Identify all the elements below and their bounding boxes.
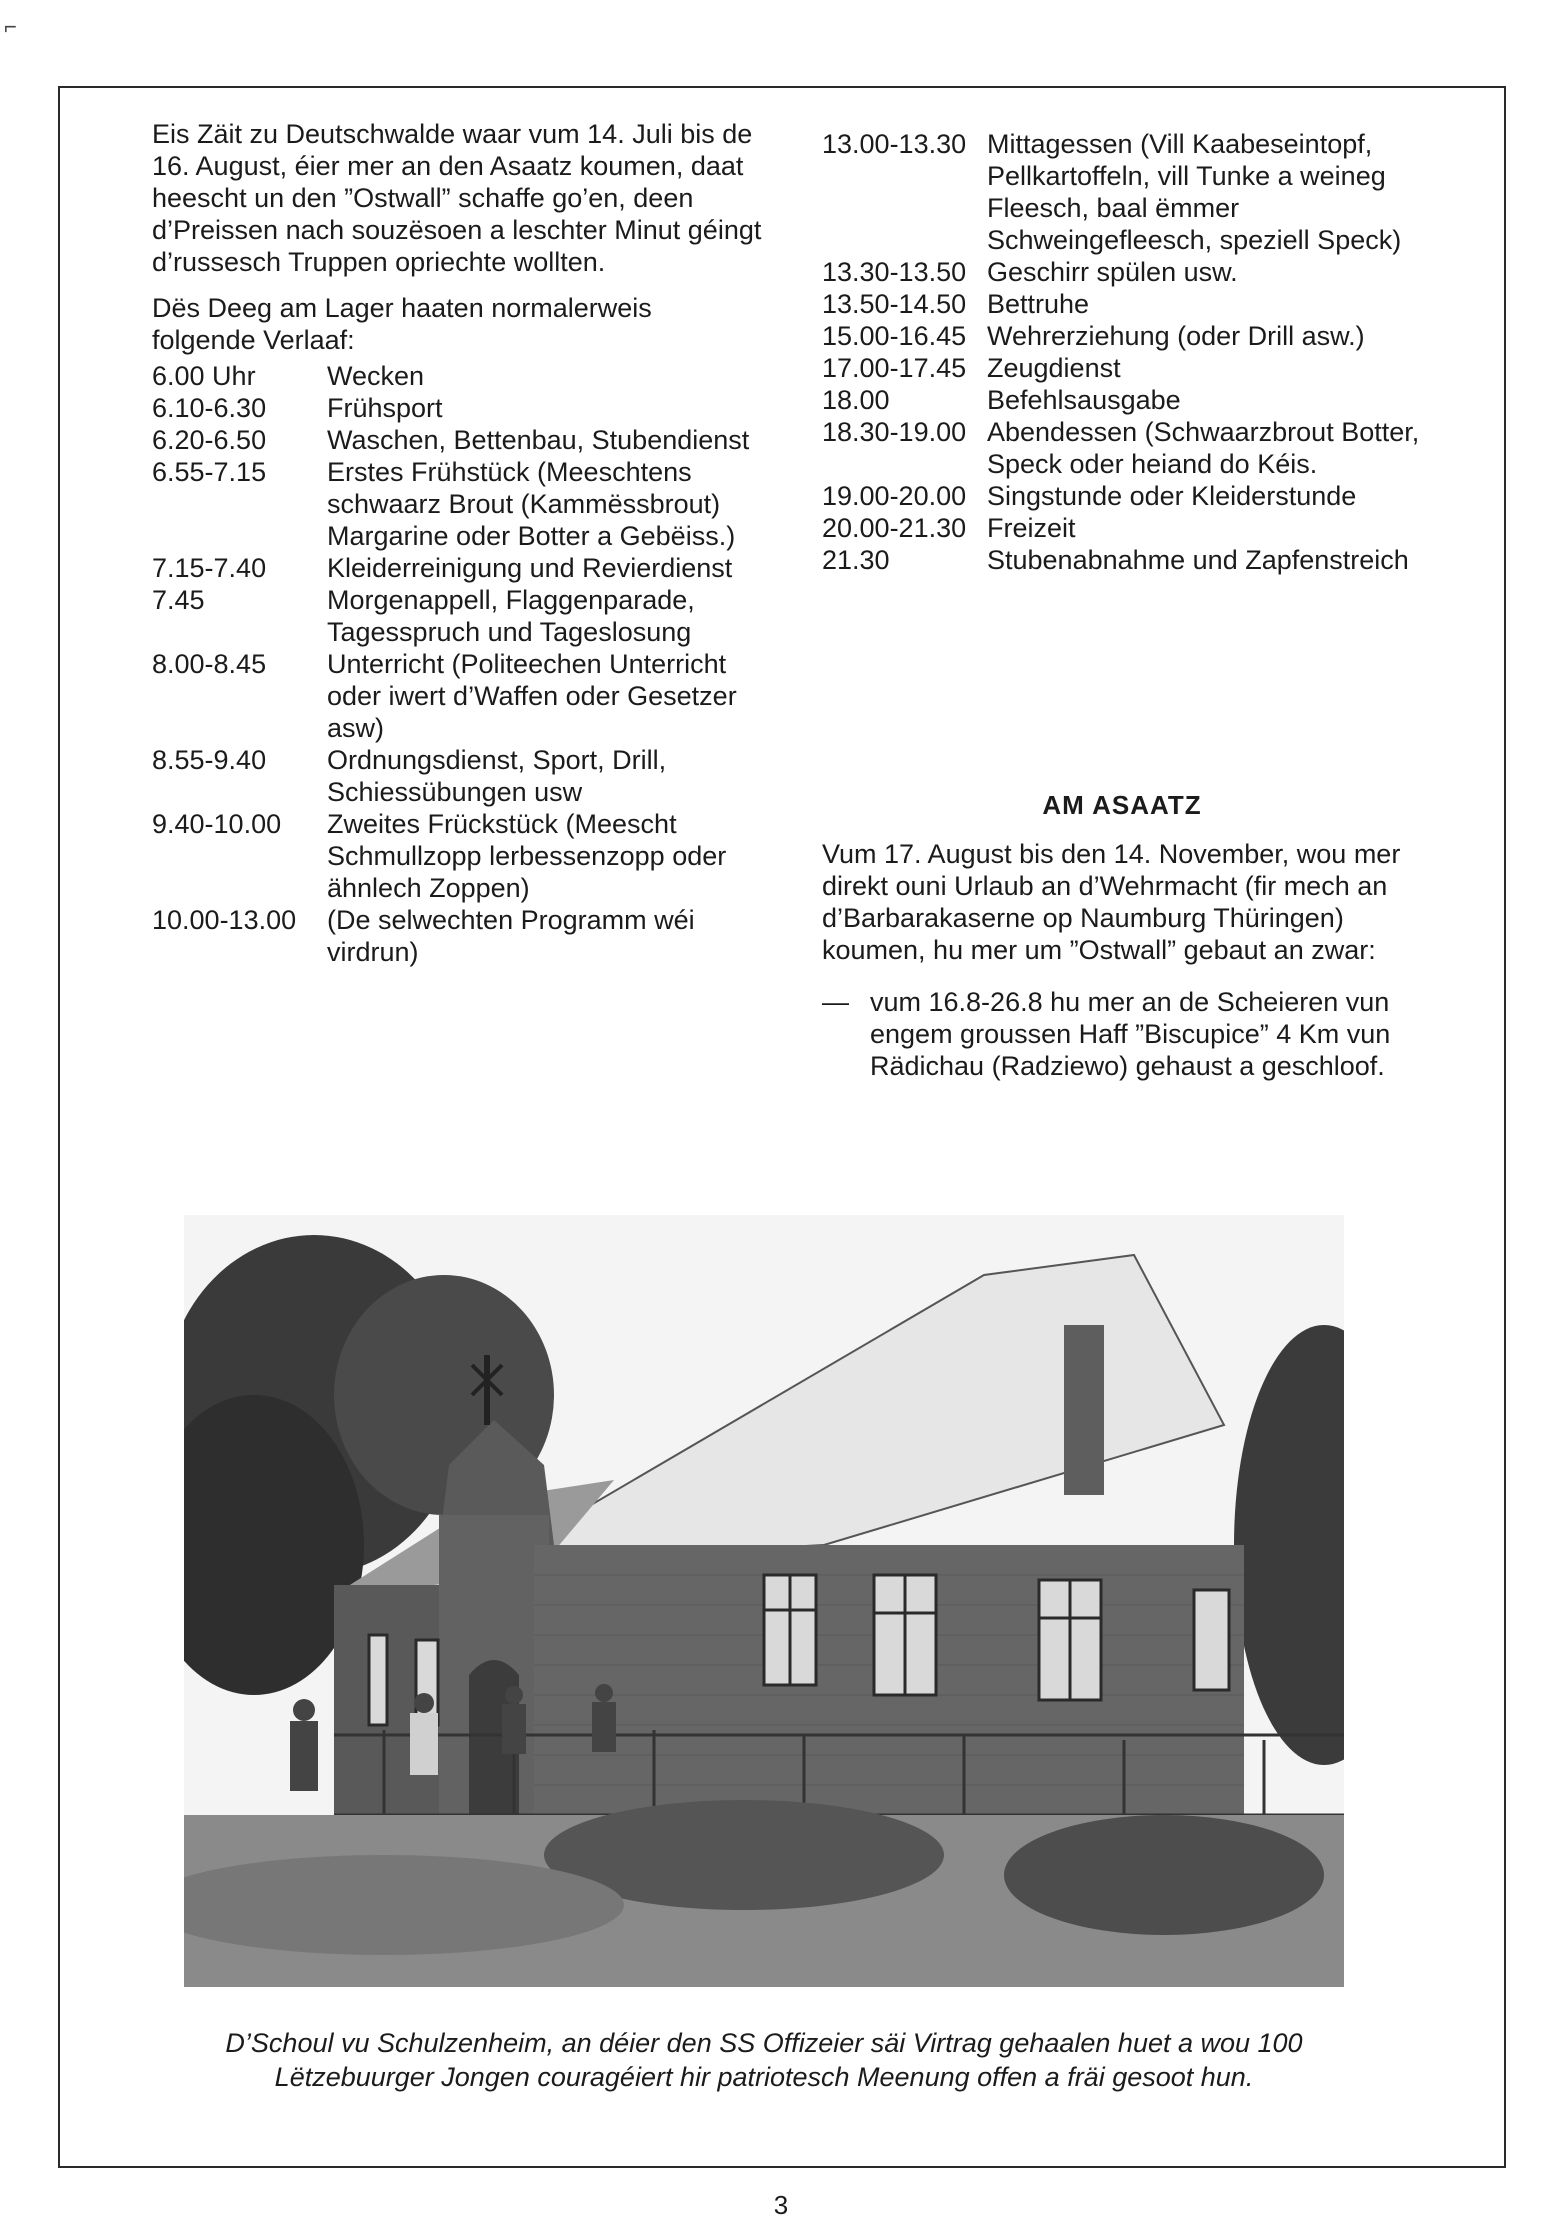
schedule-row	[822, 544, 1422, 576]
schedule-time: 6.00 Uhr	[152, 361, 256, 391]
schedule-time: 20.00-21.30	[822, 513, 967, 543]
section-body	[822, 838, 1422, 1082]
right-column	[822, 128, 1422, 576]
schedule-row	[822, 288, 1422, 320]
schedule-time: 18.00	[822, 385, 890, 415]
schedule-time: 15.00-16.45	[822, 321, 967, 351]
schedule-lead: Dës Deeg am Lager haaten normalerweis folgende Verlaaf:	[152, 293, 652, 355]
schedule-row	[822, 512, 1422, 544]
schedule-activity: Singstunde oder Kleiderstunde	[987, 481, 1357, 511]
schedule-activity: Wehrerziehung (oder Drill asw.)	[987, 321, 1365, 351]
section-heading: AM ASAATZ	[1042, 790, 1202, 820]
schedule-list-left	[152, 360, 762, 968]
schedule-list-right	[822, 128, 1422, 576]
schedule-time: 19.00-20.00	[822, 481, 967, 511]
schedule-row	[152, 584, 762, 648]
schedule-time: 7.45	[152, 585, 205, 615]
schoolhouse-photo	[184, 1215, 1344, 1987]
schedule-row	[822, 256, 1422, 288]
schedule-activity: Zeugdienst	[987, 353, 1121, 383]
schedule-row	[822, 384, 1422, 416]
schedule-row	[822, 416, 1422, 480]
schedule-activity: Waschen, Bettenbau, Stubendienst	[327, 425, 750, 455]
schedule-activity: (De selwechten Programm wéi virdrun)	[327, 905, 695, 967]
corner-mark: ⌐	[4, 14, 17, 39]
schedule-row	[822, 352, 1422, 384]
photo-caption: D’Schoul vu Schulzenheim, an déier den SS Offizeier säi Virtrag gehaalen huet a wou 100 Lëtzebuurger Jongen couragéiert hir patriotesch Meenung offen a fräi gesoot hun.	[225, 2028, 1303, 2092]
schedule-row	[822, 480, 1422, 512]
schedule-row	[152, 456, 762, 552]
schedule-activity: Abendessen (Schwaarzbrout Botter, Speck oder heiand do Kéis.	[987, 417, 1420, 479]
schoolhouse-photo-graphic	[184, 1215, 1344, 1987]
schedule-activity: Mittagessen (Vill Kaabeseintopf, Pellkartoffeln, vill Tunke a weineg Fleesch, baal ëmmer Schweingefleesch, speziell Speck)	[987, 129, 1402, 255]
schedule-time: 8.55-9.40	[152, 745, 267, 775]
schedule-time: 13.50-14.50	[822, 289, 967, 319]
schedule-time: 8.00-8.45	[152, 649, 267, 679]
schedule-activity: Unterricht (Politeechen Unterricht oder iwert d’Waffen oder Gesetzer asw)	[327, 649, 737, 743]
schedule-row	[152, 552, 762, 584]
schedule-row	[152, 424, 762, 456]
schedule-activity: Zweites Frückstück (Meescht Schmullzopp lerbessenzopp oder ähnlech Zoppen)	[327, 809, 727, 903]
bullet-dash: —	[822, 987, 849, 1017]
page-number: 3	[773, 2190, 789, 2220]
schedule-time: 10.00-13.00	[152, 905, 297, 935]
schedule-activity: Wecken	[327, 361, 425, 391]
schedule-activity: Morgenappell, Flaggenparade, Tagesspruch und Tageslosung	[327, 585, 695, 647]
schedule-time: 6.20-6.50	[152, 425, 267, 455]
schedule-time: 6.10-6.30	[152, 393, 267, 423]
schedule-time: 7.15-7.40	[152, 553, 267, 583]
section-paragraph: Vum 17. August bis den 14. November, wou mer direkt ouni Urlaub an d’Wehrmacht (fir mech an d’Barbarakaserne op Naumburg Thüringen) koumen, hu mer um ”Ostwall” gebaut an zwar:	[822, 839, 1401, 965]
bullet-item	[822, 986, 1422, 1082]
schedule-row	[152, 904, 762, 968]
schedule-activity: Frühsport	[327, 393, 443, 423]
left-column	[152, 118, 762, 968]
schedule-activity: Stubenabnahme und Zapfenstreich	[987, 545, 1409, 575]
schedule-activity: Befehlsausgabe	[987, 385, 1181, 415]
schedule-activity: Erstes Frühstück (Meeschtens schwaarz Brout (Kammëssbrout) Margarine oder Botter a Gebëiss.)	[327, 457, 736, 551]
schedule-activity: Freizeit	[987, 513, 1076, 543]
schedule-row	[152, 808, 762, 904]
schedule-time: 9.40-10.00	[152, 809, 282, 839]
schedule-time: 6.55-7.15	[152, 457, 267, 487]
schedule-row	[152, 392, 762, 424]
schedule-time: 17.00-17.45	[822, 353, 967, 383]
schedule-time: 13.30-13.50	[822, 257, 967, 287]
schedule-row	[152, 744, 762, 808]
schedule-row	[822, 128, 1422, 256]
intro-paragraph: Eis Zäit zu Deutschwalde waar vum 14. Juli bis de 16. August, éier mer an den Asaatz koumen, daat heescht un den ”Ostwall” schaffe go’en, deen d’Preissen nach souzësoen a leschter Minut géingt d’russesch Truppen opriechte wollten.	[152, 119, 762, 277]
bullet-text: vum 16.8-26.8 hu mer an de Scheieren vun engem groussen Haff ”Biscupice” 4 Km vun Rädichau (Radziewo) gehaust a geschloof.	[870, 987, 1391, 1081]
schedule-activity: Kleiderreinigung und Revierdienst	[327, 553, 733, 583]
schedule-activity: Geschirr spülen usw.	[987, 257, 1238, 287]
schedule-activity: Ordnungsdienst, Sport, Drill, Schiessübungen usw	[327, 745, 667, 807]
schedule-row	[152, 648, 762, 744]
schedule-activity: Bettruhe	[987, 289, 1090, 319]
schedule-time: 13.00-13.30	[822, 129, 967, 159]
schedule-time: 21.30	[822, 545, 890, 575]
schedule-time: 18.30-19.00	[822, 417, 967, 447]
schedule-row	[822, 320, 1422, 352]
schedule-row	[152, 360, 762, 392]
